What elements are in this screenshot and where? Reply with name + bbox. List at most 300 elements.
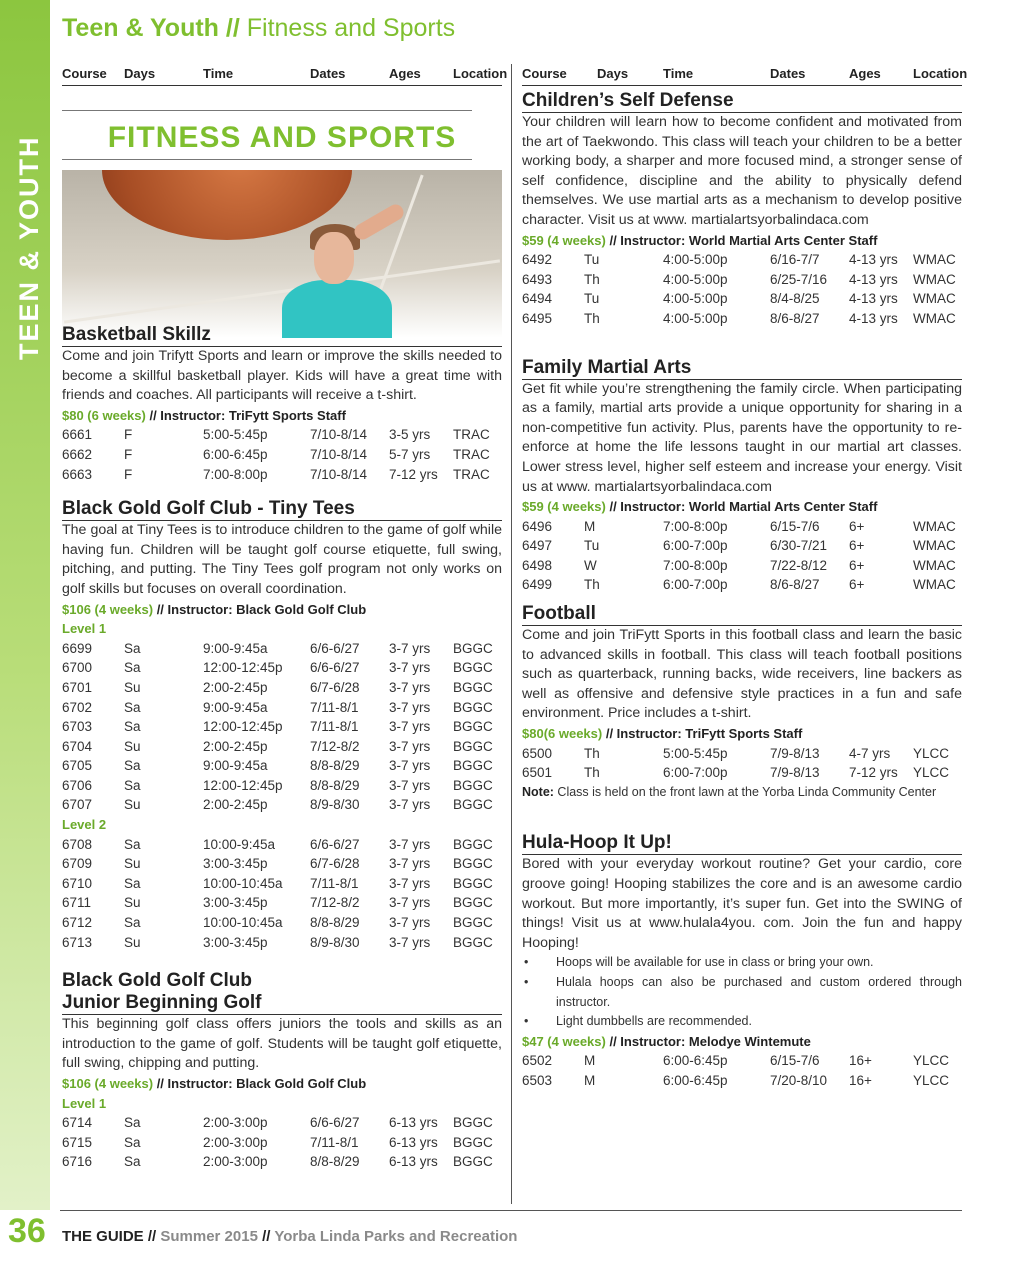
course-block	[522, 832, 962, 1090]
row-time: 5:00-5:45p	[663, 745, 728, 761]
row-time: 12:00-12:45p	[203, 719, 283, 735]
left-column	[62, 90, 502, 1172]
row-dates: 8/9-8/30	[310, 934, 360, 950]
row-ages: 3-7 yrs	[389, 915, 431, 931]
row-location: BGGC	[453, 836, 493, 852]
row-course-number: 6494	[522, 291, 553, 307]
row-day: Su	[124, 797, 141, 813]
row-day: Tu	[584, 538, 600, 554]
row-course-number: 6662	[62, 446, 93, 462]
row-location: BGGC	[453, 777, 493, 793]
row-time: 6:00-6:45p	[203, 446, 268, 462]
row-ages: 4-13 yrs	[849, 291, 898, 307]
page-header	[62, 14, 455, 43]
row-day: Sa	[124, 758, 141, 774]
row-ages: 6+	[849, 518, 865, 534]
row-course-number: 6703	[62, 719, 93, 735]
row-dates: 7/9-8/13	[770, 745, 820, 761]
table-row	[62, 835, 502, 855]
course-instructor: // Instructor: Black Gold Golf Club	[153, 601, 367, 617]
row-course-number: 6503	[522, 1072, 553, 1088]
row-ages: 3-7 yrs	[389, 777, 431, 793]
row-dates: 7/11-8/1	[310, 1134, 359, 1150]
row-location: YLCC	[913, 745, 950, 761]
footer-rule	[60, 1210, 962, 1211]
row-location: WMAC	[913, 518, 956, 534]
row-ages: 3-7 yrs	[389, 758, 431, 774]
row-ages: 3-7 yrs	[389, 640, 431, 656]
row-day: Sa	[124, 660, 141, 676]
table-row	[522, 556, 962, 576]
row-course-number: 6701	[62, 679, 93, 695]
course-block	[62, 498, 502, 952]
table-row	[522, 1051, 962, 1071]
row-ages: 4-13 yrs	[849, 271, 898, 287]
row-dates: 8/8-8/29	[310, 1154, 360, 1170]
course-price: $59 (4 weeks)	[522, 499, 606, 515]
course-title: Hula-Hoop It Up!	[522, 832, 962, 855]
row-ages: 3-7 yrs	[389, 660, 431, 676]
column-divider	[511, 64, 512, 1204]
row-dates: 7/11-8/1	[310, 719, 359, 735]
footer-org: Yorba Linda Parks and Recreation	[274, 1228, 518, 1245]
row-ages: 6-13 yrs	[389, 1115, 438, 1131]
row-course-number: 6705	[62, 758, 93, 774]
table-row	[62, 1113, 502, 1133]
row-time: 3:00-3:45p	[203, 895, 268, 911]
row-time: 3:00-3:45p	[203, 856, 268, 872]
row-course-number: 6700	[62, 660, 93, 676]
row-time: 10:00-10:45a	[203, 915, 283, 931]
row-ages: 3-7 yrs	[389, 719, 431, 735]
column-header-location: Location	[453, 66, 508, 81]
row-dates: 7/10-8/14	[310, 466, 368, 482]
row-time: 12:00-12:45p	[203, 660, 283, 676]
column-header-ages: Ages	[849, 66, 881, 81]
column-header-days: Days	[124, 66, 156, 81]
row-dates: 8/4-8/25	[770, 291, 820, 307]
row-ages: 3-7 yrs	[389, 856, 431, 872]
row-ages: 4-13 yrs	[849, 252, 898, 268]
price-line	[522, 497, 962, 517]
row-course-number: 6500	[522, 745, 553, 761]
row-course-number: 6704	[62, 738, 93, 754]
table-row	[522, 270, 962, 290]
row-time: 7:00-8:00p	[663, 518, 728, 534]
row-dates: 8/8-8/29	[310, 758, 360, 774]
row-dates: 6/15-7/6	[770, 518, 820, 534]
right-courses	[522, 90, 962, 1091]
row-dates: 7/12-8/2	[310, 738, 360, 754]
section-sidebar	[0, 0, 50, 1210]
row-day: Sa	[124, 836, 141, 852]
row-location: BGGC	[453, 738, 493, 754]
course-price: $47 (4 weeks)	[522, 1033, 606, 1049]
row-time: 4:00-5:00p	[663, 271, 728, 287]
bullet-item: • Light dumbbells are recommended.	[522, 1012, 962, 1032]
row-course-number: 6502	[522, 1053, 553, 1069]
row-dates: 6/6-6/27	[310, 836, 360, 852]
row-location: BGGC	[453, 1115, 493, 1131]
row-ages: 3-7 yrs	[389, 875, 431, 891]
table-row	[522, 309, 962, 329]
row-dates: 6/30-7/21	[770, 538, 828, 554]
row-day: Sa	[124, 915, 141, 931]
row-dates: 8/8-8/29	[310, 777, 360, 793]
column-header-location: Location	[913, 66, 968, 81]
table-row	[522, 744, 962, 764]
course-bullets	[522, 953, 962, 1031]
column-header-time: Time	[203, 66, 234, 81]
row-day: Th	[584, 271, 600, 287]
row-location: BGGC	[453, 679, 493, 695]
table-row	[62, 893, 502, 913]
row-course-number: 6715	[62, 1134, 93, 1150]
row-location: BGGC	[453, 915, 493, 931]
table-row	[62, 854, 502, 874]
row-time: 2:00-2:45p	[203, 679, 268, 695]
row-day: Su	[124, 738, 141, 754]
course-description: Bored with your everyday workout routine? Get your cardio, core groove going! Hooping stabilizes the core and is an awesome cardio workout. But more importantly, it’s super fun. Get into the SWING of things! Visit us at www.hulala4you. com. Join the fun and happy Hooping!	[522, 856, 962, 951]
row-ages: 6+	[849, 538, 865, 554]
table-row	[62, 639, 502, 659]
course-note	[522, 783, 962, 803]
course-block	[522, 357, 962, 596]
row-course-number: 6501	[522, 765, 553, 781]
row-ages: 16+	[849, 1053, 872, 1069]
level-label: Level 2	[62, 817, 107, 833]
table-row	[62, 465, 502, 485]
row-day: M	[584, 1053, 596, 1069]
row-dates: 6/7-6/28	[310, 679, 360, 695]
row-ages: 3-7 yrs	[389, 836, 431, 852]
row-ages: 6-13 yrs	[389, 1154, 438, 1170]
row-time: 6:00-7:00p	[663, 577, 728, 593]
row-dates: 8/8-8/29	[310, 915, 360, 931]
table-row	[522, 250, 962, 270]
row-dates: 7/12-8/2	[310, 895, 360, 911]
row-course-number: 6495	[522, 310, 553, 326]
note-text: Class is held on the front lawn at the Yorba Linda Community Center	[553, 784, 937, 799]
row-time: 3:00-3:45p	[203, 934, 268, 950]
row-time: 6:00-7:00p	[663, 538, 728, 554]
course-instructor: // Instructor: World Martial Arts Center Staff	[605, 499, 878, 515]
table-row	[522, 763, 962, 783]
table-row	[522, 575, 962, 595]
column-headers-right	[522, 64, 968, 86]
row-course-number: 6706	[62, 777, 93, 793]
banner-rule-bottom	[62, 159, 472, 160]
row-course-number: 6497	[522, 538, 553, 554]
row-course-number: 6496	[522, 518, 553, 534]
row-course-number: 6710	[62, 875, 93, 891]
table-row	[62, 1133, 502, 1153]
row-ages: 3-5 yrs	[389, 427, 431, 443]
row-location: BGGC	[453, 875, 493, 891]
row-ages: 3-7 yrs	[389, 679, 431, 695]
level-label: Level 1	[62, 1095, 107, 1111]
row-dates: 7/10-8/14	[310, 427, 368, 443]
row-time: 6:00-6:45p	[663, 1072, 728, 1088]
course-description: The goal at Tiny Tees is to introduce children to the game of golf while having fun. Children will be taught golf course etiquette, full swing, pitching, and putting. The Tiny Tees golf program not only works on golf skills but focuses on overall coordination.	[62, 522, 502, 597]
row-location: WMAC	[913, 310, 956, 326]
row-location: BGGC	[453, 758, 493, 774]
row-location: BGGC	[453, 934, 493, 950]
row-location: BGGC	[453, 1134, 493, 1150]
table-row	[62, 776, 502, 796]
course-description: Your children will learn how to become confident and motivated from the art of Taekwondo. This class will teach your children to be a better working body, a sharper and more focused mind, a stronger sense of self confidence, discipline and the ability to physically defend themselves. We use martial arts as a mechanism to develop positive character. Visit us at www. martialartsyorbalindaca.com	[522, 114, 962, 228]
row-dates: 6/16-7/7	[770, 252, 820, 268]
row-course-number: 6708	[62, 836, 93, 852]
row-time: 4:00-5:00p	[663, 252, 728, 268]
row-location: WMAC	[913, 271, 956, 287]
price-line	[522, 231, 962, 251]
row-time: 2:00-2:45p	[203, 738, 268, 754]
table-row	[62, 795, 502, 815]
row-dates: 7/11-8/1	[310, 875, 359, 891]
row-day: Th	[584, 577, 600, 593]
basketball-photo	[62, 170, 502, 338]
course-description: Get fit while you’re strengthening the family circle. When participating as a family, martial arts provide a unique opportunity for sharing in a non-competitive fun activity. Plus, parents have the opportunity to re-enforce at home the life lessons taught in our martial art classes. Lower stress level, higher self esteem and increase your energy. Visit us at www. martialartsyorbalindaca.com	[522, 380, 962, 495]
row-day: Sa	[124, 1115, 141, 1131]
row-day: Sa	[124, 640, 141, 656]
course-instructor: // Instructor: Melodye Wintemute	[605, 1033, 811, 1049]
row-course-number: 6709	[62, 856, 93, 872]
row-time: 5:00-5:45p	[203, 427, 268, 443]
row-time: 2:00-3:00p	[203, 1134, 268, 1150]
row-location: TRAC	[453, 466, 490, 482]
row-time: 4:00-5:00p	[663, 310, 728, 326]
row-day: Th	[584, 310, 600, 326]
row-time: 9:00-9:45a	[203, 758, 268, 774]
bullet-item: • Hulala hoops can also be purchased and custom ordered through instructor.	[522, 973, 962, 1012]
row-location: BGGC	[453, 1154, 493, 1170]
row-day: Su	[124, 934, 141, 950]
row-time: 10:00-9:45a	[203, 836, 276, 852]
level-label: Level 1	[62, 621, 107, 637]
column-header-time: Time	[663, 66, 694, 81]
course-price: $80(6 weeks)	[522, 726, 603, 742]
row-location: BGGC	[453, 719, 493, 735]
row-time: 7:00-8:00p	[663, 557, 728, 573]
row-ages: 6+	[849, 557, 865, 573]
table-row	[62, 737, 502, 757]
row-ages: 3-7 yrs	[389, 934, 431, 950]
row-time: 9:00-9:45a	[203, 640, 268, 656]
table-row	[62, 756, 502, 776]
row-dates: 7/22-8/12	[770, 557, 828, 573]
header-separator: //	[218, 14, 247, 42]
table-row	[62, 425, 502, 445]
course-instructor: // Instructor: World Martial Arts Center Staff	[605, 232, 878, 248]
price-line	[522, 1032, 962, 1052]
header-subsection: Fitness and Sports	[246, 14, 456, 42]
row-dates: 7/9-8/13	[770, 765, 820, 781]
row-ages: 3-7 yrs	[389, 895, 431, 911]
column-header-dates: Dates	[770, 66, 806, 81]
price-line	[62, 1074, 502, 1094]
row-day: M	[584, 1072, 596, 1088]
course-title: Family Martial Arts	[522, 357, 962, 380]
row-time: 2:00-3:00p	[203, 1115, 268, 1131]
price-line	[522, 724, 962, 744]
row-location: YLCC	[913, 1072, 950, 1088]
row-day: Sa	[124, 719, 141, 735]
row-ages: 7-12 yrs	[389, 466, 438, 482]
table-row	[62, 698, 502, 718]
row-time: 12:00-12:45p	[203, 777, 283, 793]
row-day: F	[124, 466, 133, 482]
row-location: YLCC	[913, 765, 950, 781]
course-price: $80 (6 weeks)	[62, 407, 146, 423]
row-course-number: 6493	[522, 271, 553, 287]
row-day: Sa	[124, 699, 141, 715]
row-day: Tu	[584, 252, 600, 268]
course-block	[62, 324, 502, 484]
table-row	[62, 1152, 502, 1172]
column-header-dates: Dates	[310, 66, 346, 81]
footer-sep-1: //	[143, 1228, 161, 1245]
table-row	[522, 1071, 962, 1091]
row-location: BGGC	[453, 660, 493, 676]
row-dates: 6/6-6/27	[310, 640, 360, 656]
row-course-number: 6713	[62, 934, 93, 950]
bullet-item: • Hoops will be available for use in class or bring your own.	[522, 953, 962, 973]
row-ages: 3-7 yrs	[389, 699, 431, 715]
row-ages: 3-7 yrs	[389, 738, 431, 754]
course-title-line2: Junior Beginning Golf	[62, 992, 502, 1015]
row-location: BGGC	[453, 856, 493, 872]
row-location: BGGC	[453, 699, 493, 715]
course-block	[522, 603, 962, 802]
course-block	[62, 970, 502, 1172]
row-location: WMAC	[913, 538, 956, 554]
course-description: This beginning golf class offers juniors the tools and skills as an introduction to the game of golf. Students will be taught golf etiquette, full swing, chipping and putting.	[62, 1016, 502, 1072]
table-row	[62, 913, 502, 933]
row-location: BGGC	[453, 640, 493, 656]
table-row	[62, 933, 502, 953]
row-time: 4:00-5:00p	[663, 291, 728, 307]
row-ages: 6+	[849, 577, 865, 593]
row-location: WMAC	[913, 577, 956, 593]
row-day: Sa	[124, 875, 141, 891]
table-row	[522, 536, 962, 556]
page-number: 36	[8, 1212, 46, 1250]
row-location: WMAC	[913, 557, 956, 573]
row-dates: 6/15-7/6	[770, 1053, 820, 1069]
footer-sep-2: //	[257, 1228, 275, 1245]
row-dates: 6/7-6/28	[310, 856, 360, 872]
row-day: Tu	[584, 291, 600, 307]
footer-guide: THE GUIDE	[62, 1228, 144, 1245]
row-location: BGGC	[453, 797, 493, 813]
row-location: BGGC	[453, 895, 493, 911]
column-headers-left	[62, 64, 508, 86]
price-line	[62, 600, 502, 620]
row-day: W	[584, 557, 597, 573]
header-section: Teen & Youth	[62, 14, 219, 42]
row-time: 10:00-10:45a	[203, 875, 283, 891]
row-day: Sa	[124, 1154, 141, 1170]
left-courses	[62, 324, 502, 1172]
row-ages: 16+	[849, 1072, 872, 1088]
row-day: F	[124, 427, 133, 443]
child-face	[314, 232, 354, 284]
table-row	[62, 717, 502, 737]
row-ages: 6-13 yrs	[389, 1134, 438, 1150]
row-dates: 8/6-8/27	[770, 310, 820, 326]
row-day: Su	[124, 856, 141, 872]
row-dates: 6/6-6/27	[310, 1115, 360, 1131]
price-line	[62, 406, 502, 426]
row-location: TRAC	[453, 446, 490, 462]
sidebar-label: TEEN & YOUTH	[14, 135, 44, 360]
row-ages: 3-7 yrs	[389, 797, 431, 813]
row-location: TRAC	[453, 427, 490, 443]
course-description: Come and join TriFytt Sports in this football class and learn the basic to advanced skills in football. This class will teach football positions such as quarterback, running backs, wide receivers, line backers as well as offensive and defensive style practices in a fun and safe environment. Price includes a t-shirt.	[522, 627, 962, 722]
course-instructor: // Instructor: TriFytt Sports Staff	[145, 407, 346, 423]
row-time: 9:00-9:45a	[203, 699, 268, 715]
course-title: Children’s Self Defense	[522, 90, 962, 113]
table-row	[62, 678, 502, 698]
row-time: 7:00-8:00p	[203, 466, 268, 482]
course-instructor: // Instructor: TriFytt Sports Staff	[602, 726, 803, 742]
table-row	[522, 289, 962, 309]
row-day: F	[124, 446, 133, 462]
row-course-number: 6716	[62, 1154, 93, 1170]
row-dates: 6/25-7/16	[770, 271, 828, 287]
row-course-number: 6663	[62, 466, 93, 482]
course-title: Football	[522, 603, 962, 626]
row-course-number: 6499	[522, 577, 553, 593]
row-day: Sa	[124, 777, 141, 793]
row-day: Su	[124, 895, 141, 911]
row-course-number: 6712	[62, 915, 93, 931]
row-ages: 7-12 yrs	[849, 765, 898, 781]
row-time: 6:00-7:00p	[663, 765, 728, 781]
row-course-number: 6661	[62, 427, 93, 443]
row-dates: 7/10-8/14	[310, 446, 368, 462]
row-location: YLCC	[913, 1053, 950, 1069]
row-dates: 8/9-8/30	[310, 797, 360, 813]
row-course-number: 6699	[62, 640, 93, 656]
row-day: Sa	[124, 1134, 141, 1150]
row-dates: 7/11-8/1	[310, 699, 359, 715]
row-day: Su	[124, 679, 141, 695]
course-title: Black Gold Golf Club - Tiny Tees	[62, 498, 502, 521]
course-price: $106 (4 weeks)	[62, 1076, 154, 1091]
row-course-number: 6711	[62, 895, 92, 911]
row-course-number: 6702	[62, 699, 93, 715]
row-time: 6:00-6:45p	[663, 1053, 728, 1069]
column-header-course: Course	[522, 66, 567, 81]
right-column	[522, 90, 962, 1091]
row-dates: 7/20-8/10	[770, 1072, 828, 1088]
row-dates: 8/6-8/27	[770, 577, 820, 593]
row-ages: 4-7 yrs	[849, 745, 891, 761]
row-course-number: 6498	[522, 557, 553, 573]
table-row	[62, 445, 502, 465]
footer-season: Summer 2015	[160, 1228, 258, 1245]
row-ages: 5-7 yrs	[389, 446, 431, 462]
course-price: $59 (4 weeks)	[522, 232, 606, 248]
note-label: Note:	[522, 784, 554, 799]
course-price: $106 (4 weeks)	[62, 601, 154, 617]
row-ages: 4-13 yrs	[849, 310, 898, 326]
row-course-number: 6707	[62, 797, 93, 813]
row-day: Th	[584, 745, 600, 761]
row-location: WMAC	[913, 252, 956, 268]
